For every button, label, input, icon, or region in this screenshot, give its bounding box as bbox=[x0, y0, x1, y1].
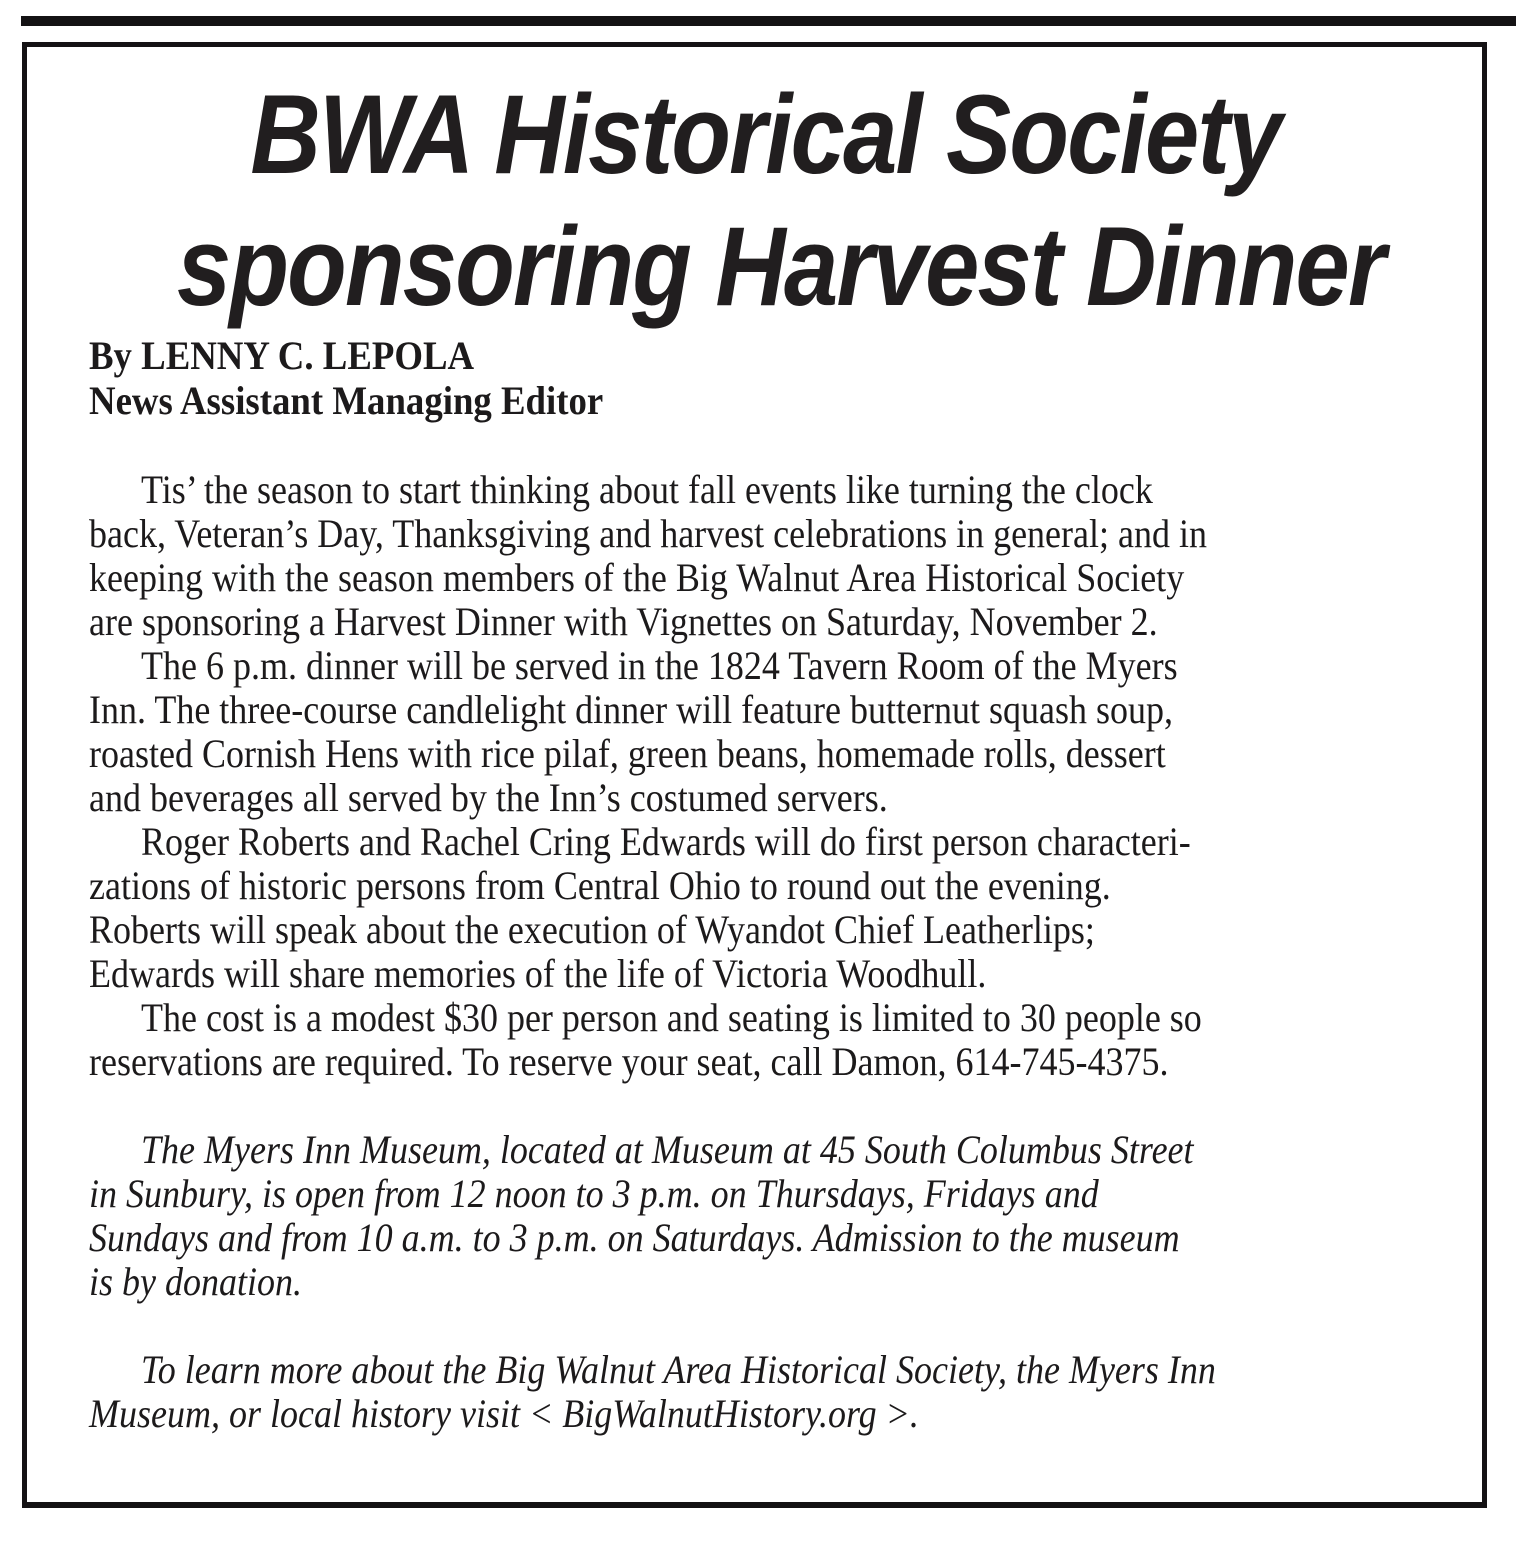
body-line: The cost is a modest $30 per person and seating is limited to 30 people so bbox=[141, 995, 1202, 1040]
paragraph bbox=[89, 468, 1442, 644]
body-line: in Sunbury, is open from 12 noon to 3 p.m. on Thursdays, Fridays and bbox=[89, 1171, 1099, 1216]
byline-author: By LENNY C. LEPOLA bbox=[89, 333, 475, 378]
paragraph bbox=[89, 1348, 1442, 1436]
body-line: reservations are required. To reserve your seat, call Damon, 614-745-4375. bbox=[89, 1039, 1169, 1084]
body-line: Tis’ the season to start thinking about fall events like turning the clock bbox=[141, 467, 1153, 512]
paragraph bbox=[89, 820, 1442, 996]
body-line: roasted Cornish Hens with rice pilaf, green beans, homemade rolls, dessert bbox=[89, 731, 1166, 776]
article-headline bbox=[89, 69, 1442, 333]
body-line: Roberts will speak about the execution of Wyandot Chief Leatherlips; bbox=[89, 907, 1095, 952]
paragraph bbox=[89, 644, 1442, 820]
body-line: Museum, or local history visit < BigWalnutHistory.org >. bbox=[89, 1391, 919, 1436]
paragraph bbox=[89, 1128, 1442, 1304]
article-body bbox=[89, 468, 1442, 1436]
body-line: are sponsoring a Harvest Dinner with Vignettes on Saturday, November 2. bbox=[89, 599, 1158, 644]
byline-block bbox=[89, 333, 1442, 423]
article-border-box bbox=[22, 42, 1487, 1508]
body-line: The 6 p.m. dinner will be served in the 1824 Tavern Room of the Myers bbox=[141, 643, 1178, 688]
top-rule-divider bbox=[21, 16, 1516, 26]
headline-line-1: BWA Historical Society bbox=[250, 72, 1281, 197]
body-line: keeping with the season members of the Big Walnut Area Historical Society bbox=[89, 555, 1185, 600]
body-line: back, Veteran’s Day, Thanksgiving and harvest celebrations in general; and in bbox=[89, 511, 1207, 556]
body-line: is by donation. bbox=[89, 1259, 303, 1304]
body-line: To learn more about the Big Walnut Area Historical Society, the Myers Inn bbox=[141, 1347, 1216, 1392]
body-line: Edwards will share memories of the life of Victoria Woodhull. bbox=[89, 951, 987, 996]
paragraph bbox=[89, 996, 1442, 1084]
body-line: Inn. The three-course candlelight dinner will feature butternut squash soup, bbox=[89, 687, 1174, 732]
body-line: The Myers Inn Museum, located at Museum at 45 South Columbus Street bbox=[141, 1127, 1194, 1172]
byline-title: News Assistant Managing Editor bbox=[89, 378, 604, 423]
headline-line-2: sponsoring Harvest Dinner bbox=[176, 204, 1385, 329]
body-line: zations of historic persons from Central Ohio to round out the evening. bbox=[89, 863, 1111, 908]
body-line: Sundays and from 10 a.m. to 3 p.m. on Saturdays. Admission to the museum bbox=[89, 1215, 1180, 1260]
body-line: and beverages all served by the Inn’s costumed servers. bbox=[89, 775, 888, 820]
body-line: Roger Roberts and Rachel Cring Edwards will do first person characteri- bbox=[141, 819, 1191, 864]
